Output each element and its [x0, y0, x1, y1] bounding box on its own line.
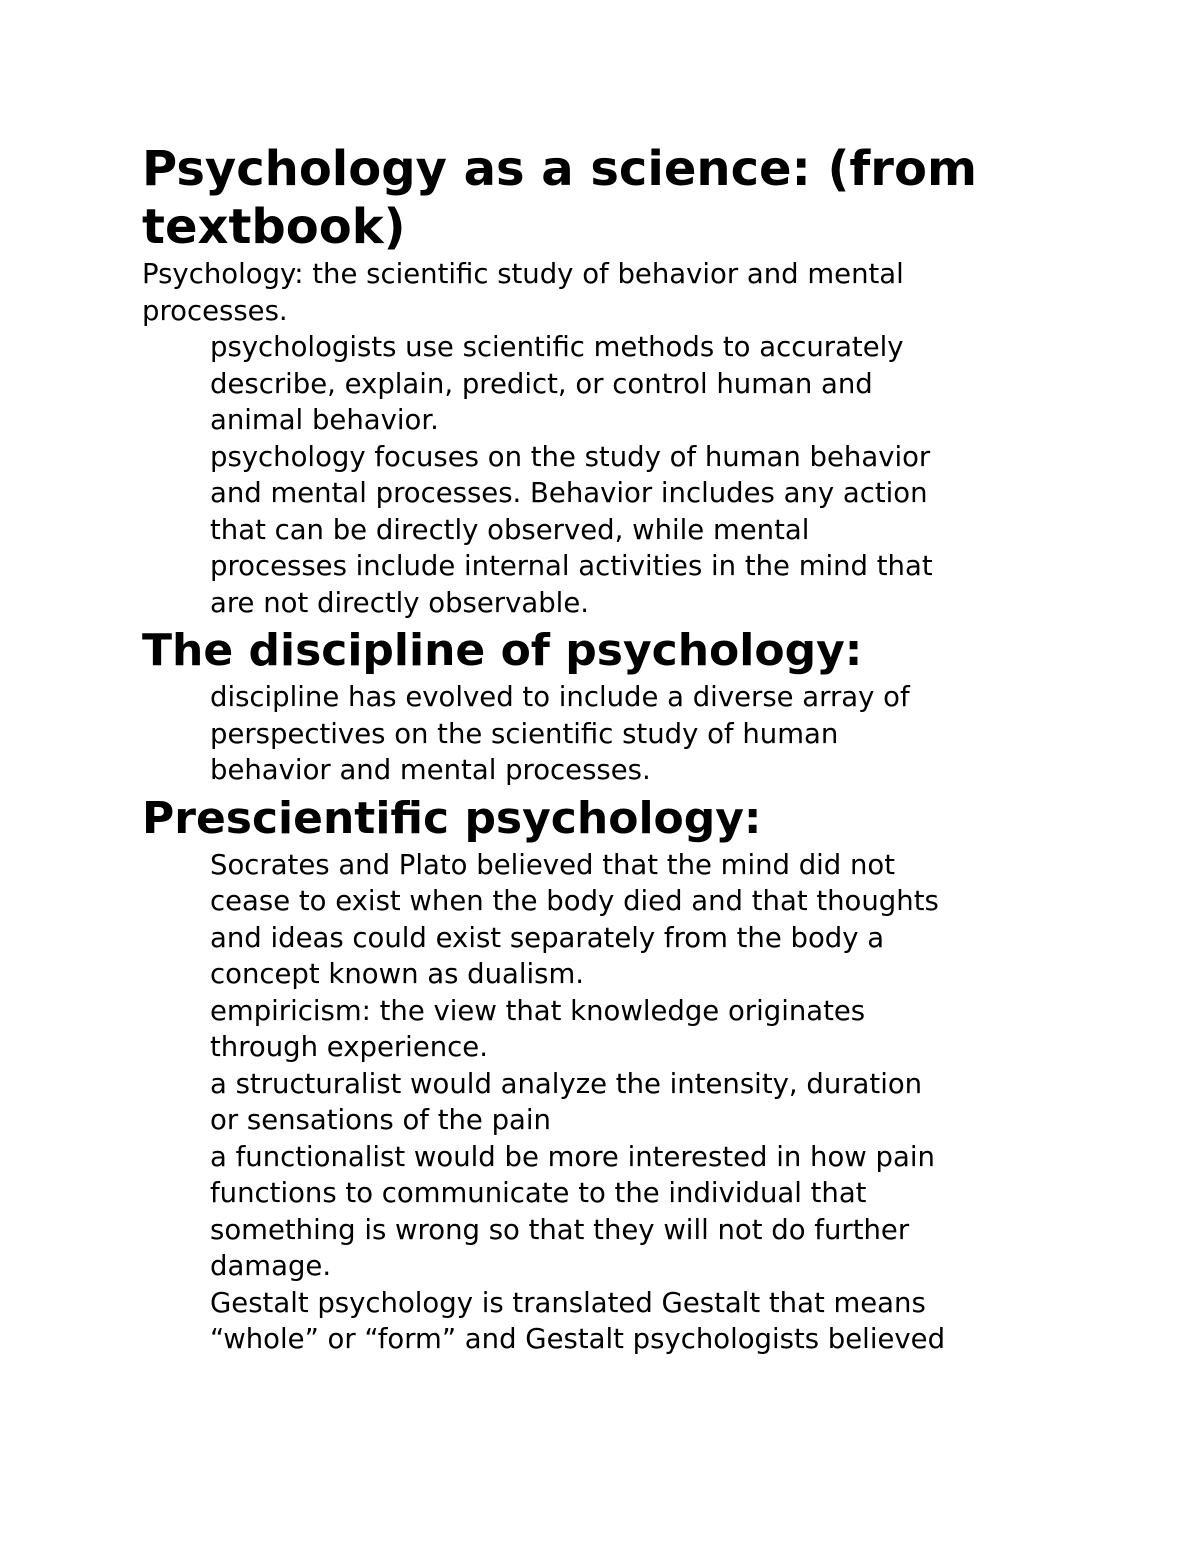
text-line: describe, explain, predict, or control human and	[210, 367, 873, 400]
text-line: behavior and mental processes.	[210, 754, 651, 786]
text-line: and mental processes. Behavior includes any action	[210, 477, 928, 509]
text-line: “whole” or “form” and Gestalt psychologists believed	[210, 1323, 946, 1355]
text-line: discipline has evolved to include a diverse array of	[210, 681, 910, 713]
text-line: something is wrong so that they will not do further	[210, 1213, 910, 1246]
text-line: empiricism: the view that knowledge originates	[210, 994, 866, 1027]
heading-discipline-of-psychology	[142, 623, 1102, 679]
document-page	[142, 140, 1102, 1358]
indented-paragraph	[210, 847, 1070, 993]
text-line: concept known as dualism.	[210, 958, 585, 990]
text-line: damage.	[210, 1250, 332, 1282]
text-line: that can be directly observed, while mental	[210, 513, 810, 546]
text-line: Psychology: the scientific study of behavior and mental	[142, 258, 904, 290]
text-line: through experience.	[210, 1031, 488, 1063]
text-line: psychologists use scientific methods to accurately	[210, 331, 904, 363]
indented-paragraph	[210, 329, 1070, 439]
text-line: perspectives on the scientific study of human	[210, 717, 839, 750]
text-line: processes.	[142, 294, 288, 327]
heading-line: The discipline of psychology:	[142, 625, 863, 676]
text-line: processes include internal activities in the mind that	[210, 550, 933, 582]
text-line: cease to exist when the body died and that thoughts	[210, 885, 939, 917]
text-line: a functionalist would be more interested in how pain	[210, 1140, 935, 1173]
text-line: and ideas could exist separately from the body a	[210, 921, 885, 954]
indented-paragraph	[210, 1139, 1070, 1285]
text-line: Socrates and Plato believed that the mind did not	[210, 848, 896, 881]
heading-line: Psychology as a science: (from	[142, 141, 977, 197]
text-line: Gestalt psychology is translated Gestalt that means	[210, 1286, 926, 1319]
indented-paragraph	[210, 993, 1070, 1066]
indented-paragraph	[210, 1285, 1070, 1358]
text-line: a structuralist would analyze the intensity, duration	[210, 1067, 923, 1100]
text-line: or sensations of the pain	[210, 1104, 551, 1136]
heading-psychology-as-a-science	[142, 140, 1102, 256]
indented-paragraph	[210, 1066, 1070, 1139]
heading-line: Prescientific psychology:	[142, 792, 762, 844]
heading-line: textbook)	[142, 199, 406, 255]
text-line: functions to communicate to the individual that	[210, 1177, 867, 1209]
definition-paragraph	[142, 256, 1102, 329]
text-line: psychology focuses on the study of human behavior	[210, 440, 931, 473]
heading-prescientific-psychology	[142, 791, 1102, 847]
text-line: are not directly observable.	[210, 586, 589, 619]
text-line: animal behavior.	[210, 404, 439, 436]
indented-paragraph	[210, 679, 1070, 789]
indented-paragraph	[210, 439, 1070, 622]
